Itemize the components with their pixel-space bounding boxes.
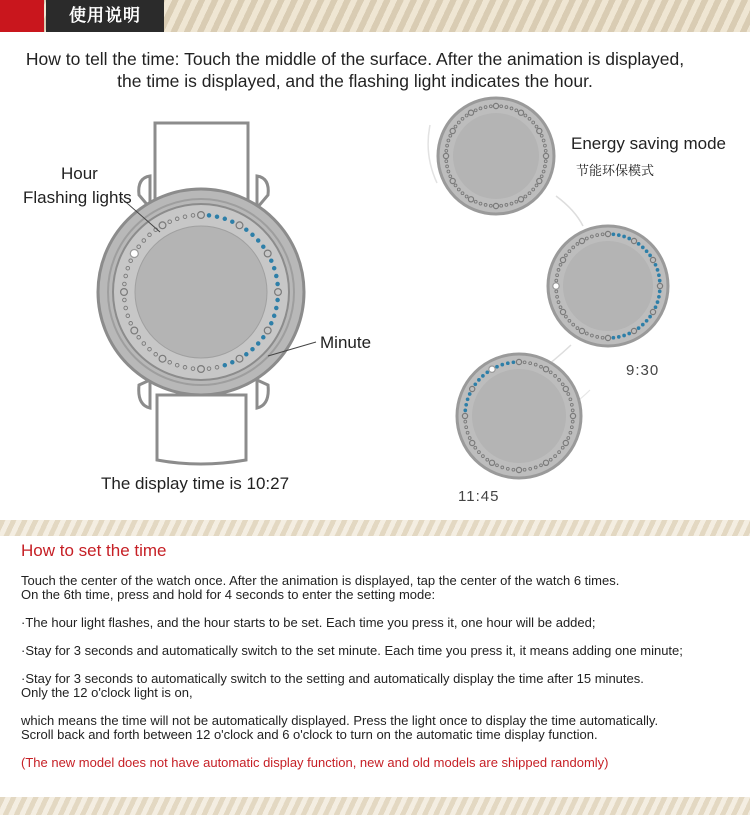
led-dot [231,220,235,224]
header-title: 使用说明 [46,0,164,32]
display-time-caption: The display time is 10:27 [101,474,290,493]
intro-line-2: the time is displayed, and the flashing light indicates the hour. [117,71,593,91]
led-dot [272,314,276,318]
led-dot [628,237,631,240]
led-dot [276,282,280,286]
led-dot [482,375,485,378]
led-dot [617,336,620,339]
led-dot [489,366,495,372]
led-dot [637,327,640,330]
led-dot [231,361,235,365]
led-dot [272,266,276,270]
shipping-note: (The new model does not have automatic display function, new and old models are shipped randomly) [21,755,609,770]
led-dot [623,334,626,337]
led-dot [466,398,469,401]
led-dot [512,361,515,364]
led-dot [501,363,504,366]
led-dot [658,279,661,282]
led-dot [130,250,138,258]
setting-title: How to set the time [21,541,167,560]
led-dot [256,342,260,346]
led-dot [623,235,626,238]
led-dot [649,254,652,257]
watch-strap-bottom [157,395,246,464]
led-dot [496,365,499,368]
led-dot [649,315,652,318]
led-dot [654,263,657,266]
led-dot [464,409,467,412]
led-dot [245,228,249,232]
led-dot [465,403,468,406]
led-dot [478,379,481,382]
led-dot [506,362,509,365]
led-dot [215,215,219,219]
instruction-p4: ·Stay for 3 seconds to automatically switch to the setting and automatically display the time after 15 minutes. Only the 12 o'clock light is on, [21,671,644,700]
led-dot [553,283,559,289]
led-dot [251,233,255,237]
led-dot [612,336,615,339]
led-dot [270,322,274,326]
time-1145-label: 11:45 [458,488,500,505]
flashing-lights-label: Flashing lights [23,188,132,207]
led-dot [645,319,648,322]
led-dot [658,274,661,277]
led-dot [654,306,657,309]
led-dot [207,214,211,218]
divider-top [0,520,750,536]
instruction-p3: ·Stay for 3 seconds and automatically switch to the set minute. Each time you press it, it means adding one minute; [21,643,683,658]
led-dot [637,243,640,246]
led-dot [262,245,266,249]
energy-saving-label-cn: 节能环保模式 [576,164,655,179]
divider-bottom [0,797,750,815]
led-dot [276,298,280,302]
led-dot [486,371,489,374]
led-dot [617,234,620,237]
led-dot [270,259,274,263]
led-dot [656,301,659,304]
led-dot [223,363,227,367]
led-dot [658,290,661,293]
led-dot [262,336,266,340]
led-dot [275,274,279,278]
time-930-label: 9:30 [626,362,660,379]
instruction-p1: Touch the center of the watch once. After the animation is displayed, tap the center of the watch 6 times. On the 6th time, press and hold for 4 seconds to enter the setting mode: [21,573,620,602]
watch-dial [135,226,267,358]
led-dot [641,246,644,249]
minute-label: Minute [320,333,372,352]
instruction-p2: ·The hour light flashes, and the hour starts to be set. Each time you press it, one hour will be added; [21,615,596,630]
led-dot [658,295,661,298]
led-dot [641,323,644,326]
hour-label: Hour [61,164,98,183]
led-dot [645,250,648,253]
led-dot [251,347,255,351]
instruction-p5: which means the time will not be automatically displayed. Press the light once to display the time automatically. Scroll back and forth between 12 o'clock and 6 o'clock to turn on the automatic time display function. [21,713,659,742]
led-dot [245,353,249,357]
led-dot [656,269,659,272]
led-dot [275,306,279,310]
led-dot [468,393,471,396]
led-dot [474,383,477,386]
led-dot [612,233,615,236]
led-dot [223,217,227,221]
led-dot [628,332,631,335]
led-dot [256,239,260,243]
intro-line-1: How to tell the time: Touch the middle of the surface. After the animation is displayed, [25,49,685,69]
energy-saving-label: Energy saving mode [571,134,726,153]
